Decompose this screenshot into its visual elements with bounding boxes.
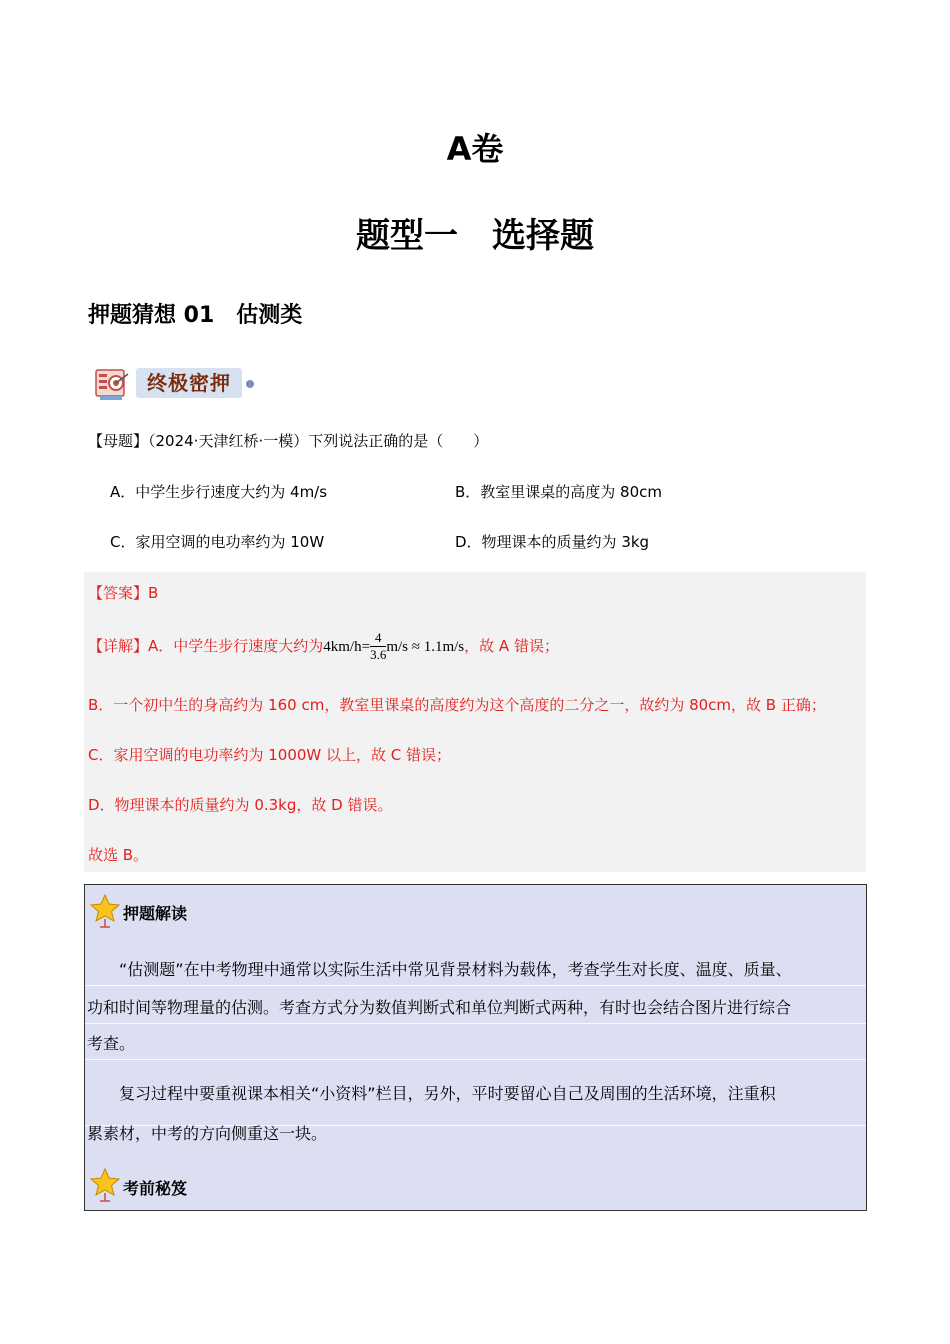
question-type-title: 题型一 选择题 xyxy=(356,216,594,256)
interpretation-box xyxy=(84,884,867,1211)
star-icon xyxy=(89,893,121,929)
banner-label: 终极密押 xyxy=(136,368,242,398)
section-title: 押题猜想 01 估测类 xyxy=(88,303,303,328)
detail-c: C．家用空调的电功率约为 1000W 以上，故 C 错误； xyxy=(88,746,452,764)
detail-suffix: ，故 A 错误； xyxy=(464,637,559,655)
detail-prefix: 【详解】A．中学生步行速度大约为 xyxy=(88,637,324,655)
interpretation-para1-line2: 功和时间等物理量的估测。考查方式分为数值判断式和单位判断式两种，有时也会结合图片进行综合 xyxy=(87,998,792,1017)
formula-right: m/s ≈ 1.1m/s xyxy=(386,639,465,655)
banner-dot xyxy=(246,380,254,388)
detail-d: D．物理课本的质量约为 0.3kg，故 D 错误。 xyxy=(88,796,393,814)
option-b: B．教室里课桌的高度为 80cm xyxy=(455,483,663,501)
tips-heading: 考前秘笈 xyxy=(123,1179,188,1198)
option-d: D．物理课本的质量约为 3kg xyxy=(455,533,650,551)
interpretation-heading: 押题解读 xyxy=(123,904,188,923)
option-a: A．中学生步行速度大约为 4m/s xyxy=(110,483,328,501)
option-c: C．家用空调的电功率约为 10W xyxy=(110,533,325,551)
target-board-icon xyxy=(94,366,132,402)
formula-fraction xyxy=(370,630,386,663)
question-stem: 【母题】（2024·天津红桥·一模）下列说法正确的是（ ） xyxy=(88,432,489,450)
conclusion: 故选 B。 xyxy=(88,846,149,864)
volume-title: A卷 xyxy=(446,130,504,168)
formula-numerator: 4 xyxy=(370,630,386,647)
interpretation-para2-line2: 累素材，中考的方向侧重这一块。 xyxy=(87,1124,328,1143)
formula-left: 4km/h= xyxy=(323,639,371,655)
detail-b: B．一个初中生的身高约为 160 cm，教室里课桌的高度约为这个高度的二分之一，故约为 80cm，故 B 正确； xyxy=(88,696,826,714)
interpretation-para1-line1: “估测题”在中考物理中通常以实际生活中常见背景材料为载体，考查学生对长度、温度、质量、 xyxy=(119,960,792,979)
answer-panel xyxy=(84,572,866,872)
answer-line: 【答案】B xyxy=(88,584,159,602)
interpretation-para1-line3: 考查。 xyxy=(87,1034,136,1053)
detail-a xyxy=(88,630,559,663)
star-icon xyxy=(89,1167,121,1203)
interpretation-para2-line1: 复习过程中要重视课本相关“小资料”栏目，另外，平时要留心自己及周围的生活环境，注重积 xyxy=(119,1084,776,1103)
formula-denominator: 3.6 xyxy=(370,647,387,662)
